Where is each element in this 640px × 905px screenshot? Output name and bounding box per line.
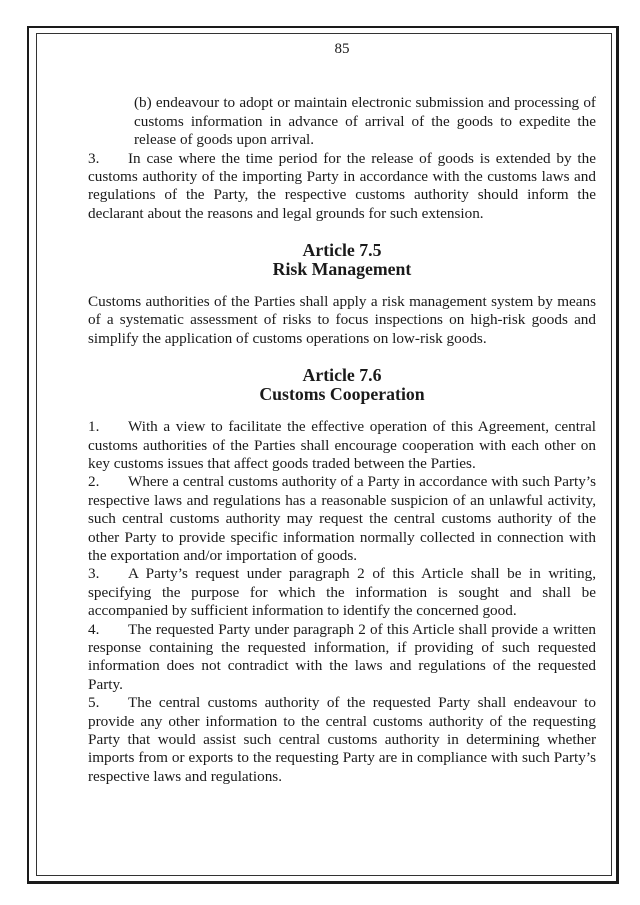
paragraph-text: The requested Party under paragraph 2 of this Article shall provide a written response containing the requested information, if providing of such requested information does not contradict with the laws and regulations of the requested Party. (88, 620, 596, 693)
paragraph-number: 3. (88, 149, 100, 167)
item-b-paragraph: (b) endeavour to adopt or maintain electronic submission and processing of customs information in advance of arrival of the goods to expedite the release of goods upon arrival. (134, 94, 596, 149)
paragraph-number: 1. (88, 418, 100, 436)
document-body (88, 40, 596, 786)
article-7-5-text: Customs authorities of the Parties shall apply a risk management system by means of a systematic assessment of risks to focus inspections on high-risk goods and simplify the application of customs operations on low-risk goods. (88, 293, 596, 347)
paragraph-text: With a view to facilitate the effective operation of this Agreement, central customs authorities of the Parties shall encourage cooperation with each other on key customs issues that affect goods traded between the Parties. (88, 418, 596, 472)
paragraph-number: 3. (88, 565, 100, 583)
paragraph-3 (88, 150, 596, 224)
paragraph-text: Where a central customs authority of a Party in accordance with such Party’s respective laws and regulations has a reasonable suspicion of an unlawful activity, such central customs authority may request the central customs authority of the other Party to provide specific information normally collected in connection with the exportation and/or importation of goods. (88, 473, 596, 564)
article-7-6-paragraph-2 (88, 473, 596, 565)
article-7-5-title: Risk Management (272, 258, 412, 279)
article-7-6-title: Customs Cooperation (259, 383, 425, 404)
article-7-6-paragraph-5 (88, 694, 596, 786)
page-number: 85 (334, 41, 350, 57)
paragraph-number: 5. (88, 694, 100, 712)
paragraph-text: The central customs authority of the requested Party shall endeavour to provide any other information to the central customs authority of the requesting Party that would assist such central customs authority in determining whether imports from or exports to the requesting Party are in compliance with such Party’s respective laws and regulations. (88, 694, 596, 785)
paragraph-text: A Party’s request under paragraph 2 of this Article shall be in writing, specifying the purpose for which the information is sought and shall be accompanied by sufficient information to identify the concerned good. (88, 565, 596, 620)
paragraph-number: 2. (88, 473, 100, 491)
article-7-6-paragraph-1 (88, 418, 596, 473)
article-7-6-paragraph-4 (88, 621, 596, 695)
article-7-5-number: Article 7.5 (302, 240, 382, 261)
article-7-6-paragraph-3 (88, 565, 596, 620)
paragraph-number: 4. (88, 620, 100, 638)
article-7-6-number: Article 7.6 (302, 365, 382, 386)
paragraph-text: In case where the time period for the release of goods is extended by the customs authority of the importing Party in accordance with the customs laws and regulations of the Party, the respective customs authority should inform the declarant about the reasons and legal grounds for such extension. (88, 149, 596, 222)
